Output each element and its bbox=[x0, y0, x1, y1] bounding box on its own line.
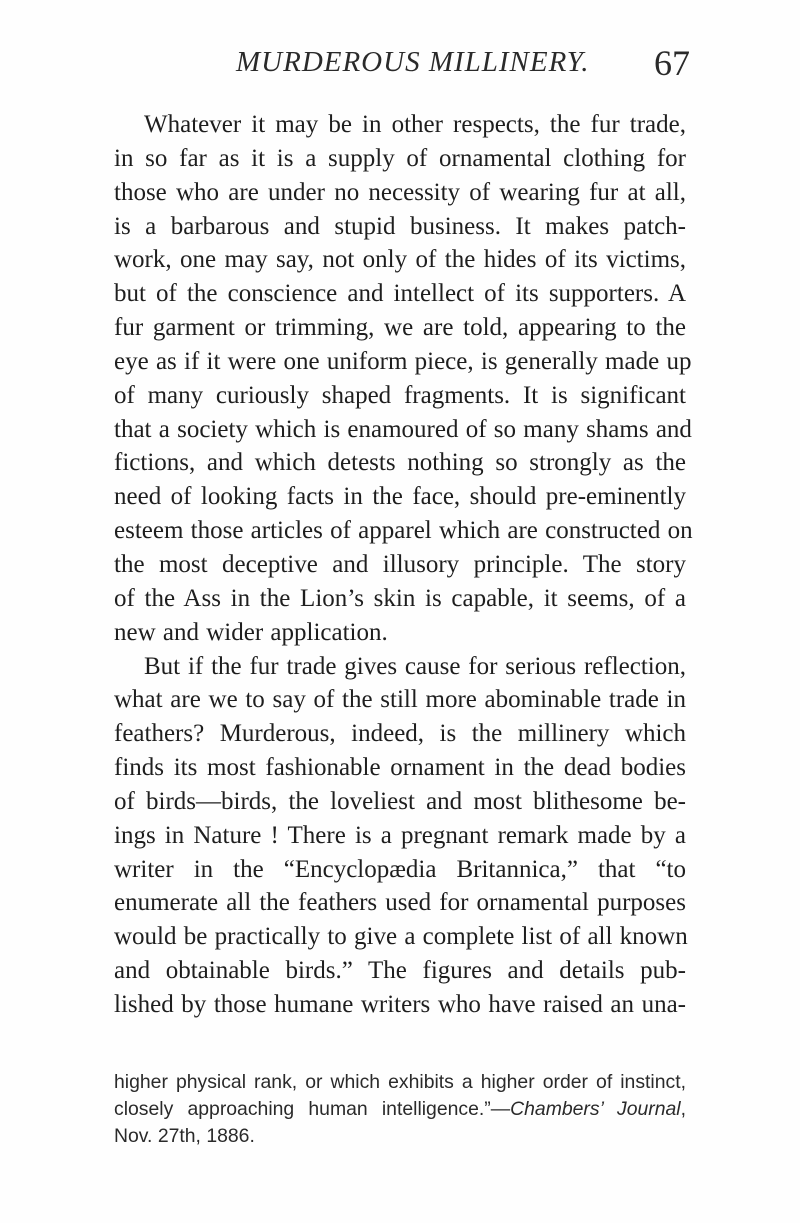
text-line: what are we to say of the still more abominable trade in bbox=[114, 686, 686, 714]
text-line: in so far as it is a supply of ornamental clothing for bbox=[114, 144, 686, 172]
text-line: enumerate all the feathers used for ornamental purposes bbox=[114, 889, 686, 917]
text-line: fur garment or trimming, we are told, appearing to the bbox=[114, 314, 686, 342]
text-line: ings in Nature ! There is a pregnant remark made by a bbox=[114, 821, 686, 849]
text-line: of the Ass in the Lion’s skin is capable, it seems, of a bbox=[114, 584, 686, 612]
page-number: 67 bbox=[654, 43, 690, 83]
text-line: the most deceptive and illusory principle. The story bbox=[114, 550, 686, 578]
text-line: fictions, and which detests nothing so strongly as the bbox=[114, 449, 686, 477]
text-line: need of looking facts in the face, should pre-eminently bbox=[114, 483, 686, 511]
text-line: those who are under no necessity of wearing fur at all, bbox=[114, 178, 686, 206]
text-line: writer in the “Encyclopædia Britannica,” that “to bbox=[114, 855, 686, 883]
text-line: new and wider application. bbox=[114, 618, 388, 646]
text-line: feathers? Murderous, indeed, is the millinery which bbox=[114, 720, 686, 748]
text-line: lished by those humane writers who have raised an una- bbox=[114, 990, 686, 1018]
footnote-punctuation: , bbox=[680, 1098, 686, 1120]
running-head bbox=[236, 43, 696, 86]
journal-title: Chambers’ Journal bbox=[510, 1098, 681, 1120]
text-line: Whatever it may be in other respects, the fur trade, bbox=[144, 111, 686, 138]
text-line: and obtainable birds.” The figures and details pub- bbox=[114, 957, 686, 985]
footnote-text: closely approaching human intelligence.”— bbox=[114, 1098, 511, 1120]
text-line: but of the conscience and intellect of its supporters. A bbox=[114, 280, 686, 308]
running-title: MURDEROUS MILLINERY. bbox=[236, 46, 590, 78]
body-text bbox=[114, 108, 693, 1022]
footnote-line: higher physical rank, or which exhibits a higher order of instinct, bbox=[114, 1071, 686, 1093]
text-line: that a society which is enamoured of so many shams and bbox=[114, 415, 692, 443]
text-line: of birds—birds, the loveliest and most blithesome be- bbox=[114, 787, 686, 815]
text-line: finds its most fashionable ornament in the dead bodies bbox=[114, 754, 686, 782]
text-line: esteem those articles of apparel which are constructed on bbox=[114, 517, 693, 545]
text-line: of many curiously shaped fragments. It is significant bbox=[114, 381, 686, 409]
footnote-line: Nov. 27th, 1886. bbox=[114, 1125, 255, 1147]
text-line: But if the fur trade gives cause for serious reflection, bbox=[144, 652, 686, 680]
text-line: is a barbarous and stupid business. It makes patch- bbox=[114, 212, 686, 240]
text-line: would be practically to give a complete list of all known bbox=[114, 923, 688, 951]
footnote-line bbox=[114, 1096, 686, 1123]
text-line: work, one may say, not only of the hides of its victims, bbox=[114, 246, 686, 274]
footnote bbox=[114, 1069, 686, 1150]
text-line: eye as if it were one uniform piece, is generally made up bbox=[114, 347, 692, 375]
